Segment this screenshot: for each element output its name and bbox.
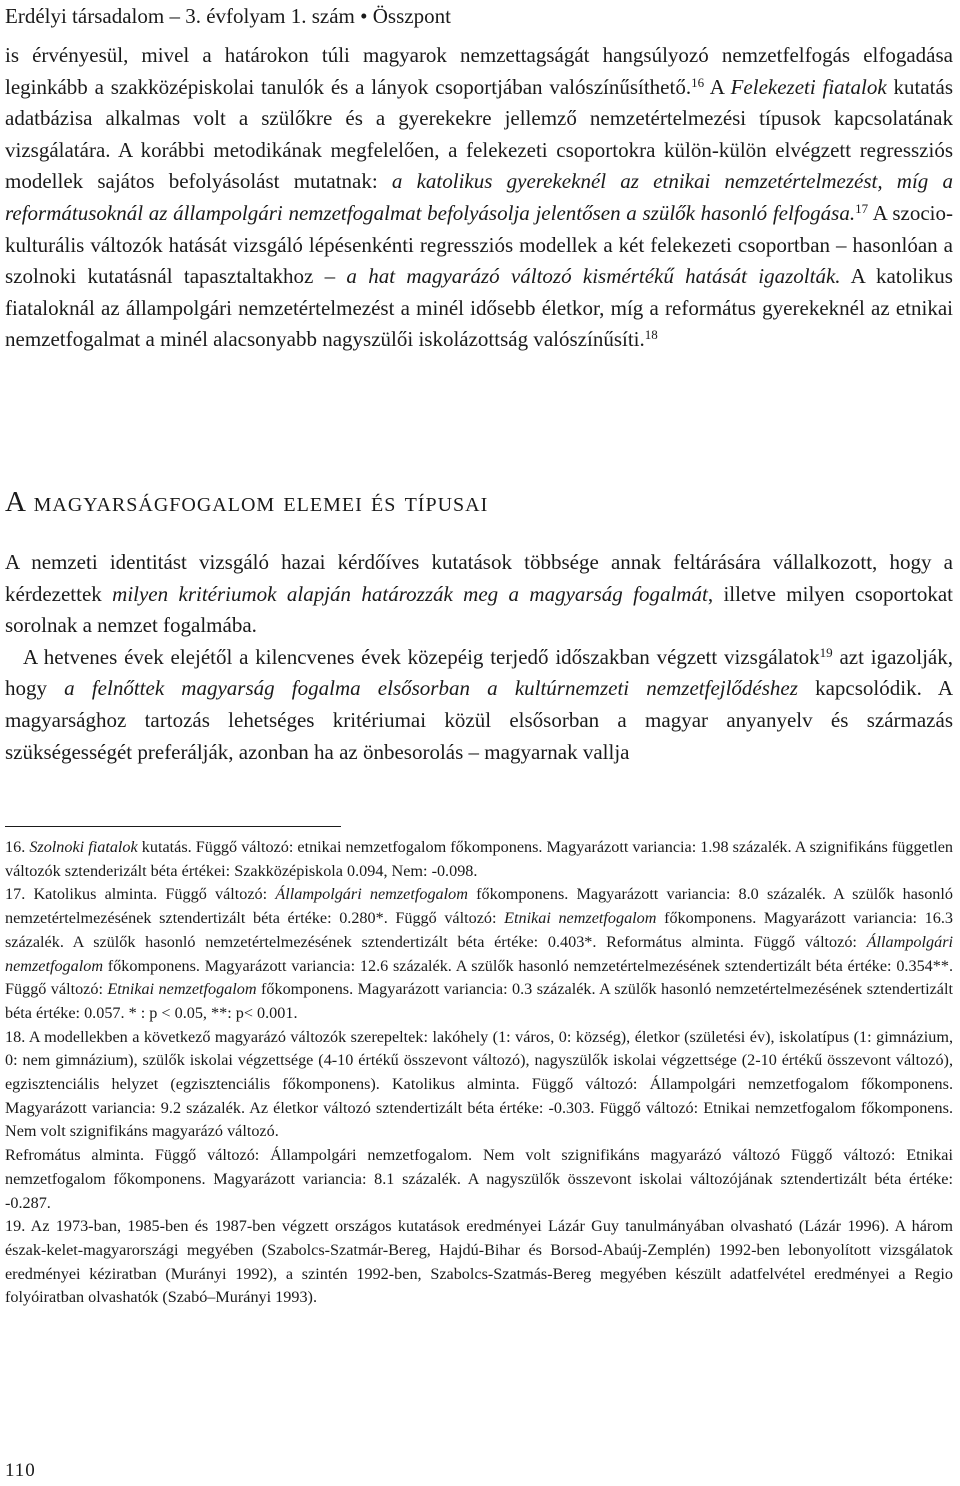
footnote-19 — [5, 1215, 953, 1310]
footnote-ref-16[interactable]: 16 — [691, 74, 705, 90]
footnote-16 — [5, 836, 953, 883]
paragraph-3 — [5, 642, 953, 768]
footnote-17-text-1: Katolikus alminta. Függő változó: — [25, 885, 276, 904]
page-number: 110 — [5, 1460, 36, 1481]
footnote-18-number: 18. — [5, 1027, 26, 1046]
running-header: Erdélyi társadalom – 3. évfolyam 1. szám • Összpont — [5, 4, 451, 28]
footnote-17-text-4: főkomponens. Magyarázott variancia: 12.6 százalék. A szülők hasonló nemzetértelmezésének sztendertizált béta értéke: 0.354**. Függő változó: — [5, 956, 953, 999]
footnote-16-italic-1: Szolnoki fiatalok — [29, 838, 138, 856]
p1-text-3: kutatás adatbázisa alkalmas volt a szülőkre és a gyerekekre jellemző nemzetértelmezési típusok kapcsolatának vizsgálatára. A korábbi metodikának megfelelően, a felekezeti csoportokra külön-külön elvégzett regressziós modellek sajátos befolyásolást mutatnak: — [5, 74, 953, 194]
p1-text-4: A szocio-kulturális változók hatását vizsgáló lépésenkénti regressziós modellek a két felekezeti csoportban – hasonlóan a szolnoki kutatásnál tapasztaltakhoz – — [5, 200, 953, 289]
footnote-16-number: 16. — [5, 838, 26, 856]
p2-text-2: , illetve milyen csoportokat sorolnak a nemzet fogalmába. — [5, 581, 953, 638]
p2-text-1: A nemzeti identitást vizsgáló hazai kérdőíves kutatások többsége annak feltárására vállalkozott, hogy a kérdezettek — [5, 550, 953, 606]
p3-text-1: A hetvenes évek elejétől a kilencvenes évek közepéig terjedő időszakban végzett vizsgálatok — [23, 644, 820, 669]
footnote-ref-18[interactable]: 18 — [644, 327, 658, 343]
p1-italic-1: Felekezeti fiatalok — [730, 74, 887, 99]
body-section-bottom — [5, 547, 953, 768]
footnote-18-continued: Refromátus alminta. Függő változó: Állampolgári nemzetfogalom. Nem volt szignifikáns magyarázó változó Függő változó: Etnikai nemzetfogalom főkomponens. Magyarázott variancia: 8.1 százalék. A nagyszülők összevont iskolai változójának sztendertizált béta értéke: -0.287. — [5, 1146, 953, 1212]
footnote-17-italic-3: Állampolgári nemzetfogalom — [5, 932, 953, 975]
footnote-ref-17[interactable]: 17 — [855, 200, 869, 216]
p1-italic-3: a hat magyarázó változó kismértékű hatását igazolták. — [346, 264, 841, 289]
p1-text-5: A katolikus fiataloknál az állampolgári nemzetértelmezést a minél idősebb életkor, míg a református gyerekeknél az etnikai nemzetfogalmat a minél alacsonyabb nagyszülői iskolázottság valószínűsíti. — [5, 264, 953, 352]
p1-text-2: A — [704, 74, 731, 99]
footnote-separator — [5, 826, 341, 827]
footnote-17-number: 17. — [5, 885, 26, 904]
body-section-top — [5, 40, 953, 356]
p1-text-1: is érvényesül, mivel a határokon túli magyarok nemzettagságát hangsúlyozó nemzetfelfogás elfogadása leginkább a szakközépiskolai tanulók és a lányok csoportjában valószínűsíthető. — [5, 43, 953, 99]
p3-text-2: azt igazolják, hogy — [5, 644, 953, 701]
p3-italic-1: a felnőttek magyarság fogalma elsősorban a kultúrnemzeti nemzetfejlődéshez — [64, 676, 798, 701]
paragraph-2 — [5, 547, 953, 642]
footnote-18-text-1: A modellekben a következő magyarázó változók szerepeltek: lakóhely (1: város, 0: község), életkor (születési év), iskolatípus (1: gimnázium, 0: nem gimnázium), szülők iskolai végzettsége (4-10 értékű összevont változó), nagyszülők iskolai végzettsége (2-10 értékű összevont változó), egzisztenciális helyzet (egzisztenciális főkomponens). Katolikus alminta. Függő változó: Állampolgári nemzetfogalom főkomponens. Magyarázott variancia: 9.2 százalék. Az életkor változó sztendertizált béta értéke: -0.303. Függő változó: Etnikai nemzetfogalom főkomponens. Nem volt szignifikáns magyarázó változó. — [5, 1027, 953, 1141]
footnotes — [5, 836, 953, 1310]
footnote-16-text-1: kutatás. Függő változó: etnikai nemzetfogalom főkomponens. Magyarázott variancia: 1.98 százalék. A szignifikáns független változók sztenderizált béta értékei: Szakközépiskola 0.094, Nem: -0.098. — [5, 838, 954, 880]
footnote-17-italic-2: Etnikai nemzetfogalom — [504, 909, 657, 928]
section-heading: A magyarságfogalom elemei és típusai — [5, 486, 489, 518]
footnote-17-text-3: főkomponens. Magyarázott variancia: 16.3 százalék. A szülők hasonló nemzetértelmezésének sztendertizált béta értéke: 0.403*. Református alminta. Függő változó: — [5, 909, 953, 951]
footnote-ref-19[interactable]: 19 — [819, 644, 833, 660]
p3-text-3: kapcsolódik. A magyarsághoz tartozás lehetséges kritériumai közül elsősorban a magyar anyanyelv és származás szükségességét preferálják, azonban ha az önbesorolás – magyarnak vallja — [5, 676, 953, 764]
paragraph-1 — [5, 40, 953, 356]
footnote-17-italic-4: Etnikai nemzetfogalom — [107, 980, 257, 999]
footnote-17-text-5: főkomponens. Magyarázott variancia: 0.3 százalék. A szülők hasonló nemzetértelmezésének sztendertizált béta értéke: 0.057. * : p < 0.05, **: p< 0.001. — [5, 980, 953, 1022]
footnote-19-number: 19. — [5, 1217, 26, 1236]
p1-italic-2: a katolikus gyerekeknél az etnikai nemzetértelmezést, míg a reformátusoknál az állampolgári nemzetfogalmat befolyásolja jelentősen a szülők hasonló felfogása. — [5, 169, 953, 225]
footnote-19-text-1: Az 1973-ban, 1985-ben és 1987-ben végzett országos kutatások eredményei Lázár Guy tanulmányában olvasható (Lázár 1996). A három észak-kelet-magyarországi megyében (Szabolcs-Szatmár-Bereg, Hajdú-Bihar és Borsod-Abaúj-Zemplén) 1992-ben lebonyolított vizsgálatok eredményei kéziratban (Murányi 1992), a szintén 1992-ben, Szabolcs-Szatmás-Bereg megyében készült adatfelvétel eredményei a Regio folyóiratban olvashatók (Szabó–Murányi 1993). — [5, 1217, 953, 1307]
p2-italic-1: milyen kritériumok alapján határozzák meg a magyarság fogalmát — [112, 581, 708, 606]
footnote-18 — [5, 1026, 953, 1145]
footnote-17-italic-1: Állampolgári nemzetfogalom — [275, 885, 468, 904]
footnote-17-text-2: főkomponens. Magyarázott variancia: 8.0 százalék. A szülők hasonló nemzetértelmezésének sztendertizált béta értéke: 0.280*. Függő változó: — [5, 885, 953, 928]
footnote-17 — [5, 883, 953, 1025]
